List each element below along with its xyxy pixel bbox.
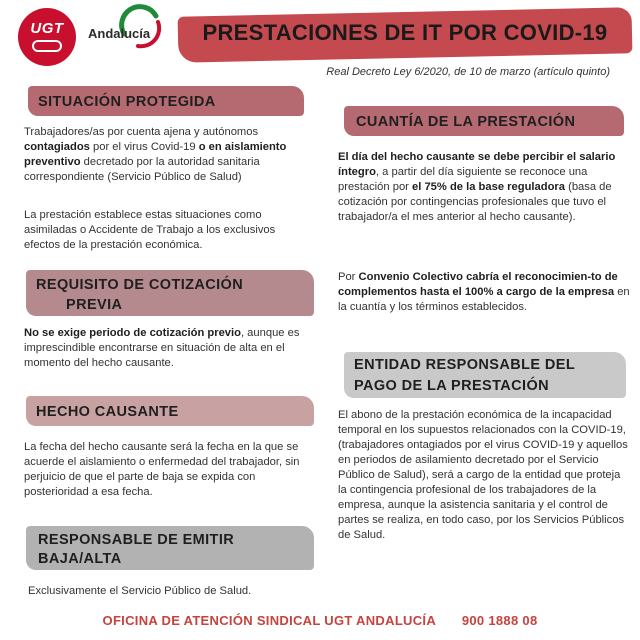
section-title-situacion: SITUACIÓN PROTEGIDA: [38, 94, 216, 110]
footer: [0, 613, 640, 628]
ugt-logo: [18, 8, 76, 66]
requisito-paragraph: No se exige periodo de cotización previo, aunque es imprescindible encontrarse en situación de alta en el momento del hecho causante.: [24, 327, 300, 369]
entidad-paragraph: El abono de la prestación económica de la incapacidad temporal en los supuestos relacionados con la COVID-19, (trabajadores ontagiados por el virus COVID-19 y aquellos en periodos de asilamiento decretado por el Servicio Público de Salud), será a cargo de la entidad que proteja la contingencia profesional de los trabajadores de la empresa, aunque la asistencia sanitaria y el control de partes se realiza, en todo caso, por los Servicios Públicos de Salud.: [338, 409, 628, 541]
page-title: PRESTACIONES DE IT POR COVID-19: [202, 20, 608, 45]
logo-text: UGT: [30, 20, 64, 37]
page-subtitle: Real Decreto Ley 6/2020, de 10 de marzo (artículo quinto): [326, 66, 610, 78]
section-title-requisito-line2: PREVIA: [66, 297, 123, 313]
section-title-responsable-line2: BAJA/ALTA: [38, 551, 122, 567]
section-title-hecho: HECHO CAUSANTE: [36, 404, 179, 420]
hecho-paragraph: La fecha del hecho causante será la fecha en la que se acuerde el aislamiento o enfermedad del trabajador, sin perjuicio de que el parte de baja se expida con posterioridad a esa fecha.: [24, 441, 300, 498]
section-title-requisito-line1: REQUISITO DE COTIZACIÓN: [36, 277, 244, 293]
handshake-icon: [32, 40, 62, 52]
responsable-paragraph: Exclusivamente el Servicio Público de Salud.: [28, 585, 252, 597]
section-title-responsable-line1: RESPONSABLE DE EMITIR: [38, 532, 235, 548]
section-title-entidad-line1: ENTIDAD RESPONSABLE DEL: [354, 357, 576, 373]
footer-phone: 900 1888 08: [461, 613, 538, 628]
situacion-paragraph-1: Trabajadores/as por cuenta ajena y autónomos contagiados por el virus Covid-19 o en aislamiento preventivo decretado por la autoridad sanitaria correspondiente (Servicio Público de Salud): [24, 126, 287, 183]
brand-name: Andalucía: [88, 26, 151, 41]
cuantia-paragraph-1: El día del hecho causante se debe percibir el salario íntegro, a partir del día siguiente se reconoce una prestación por el 75% de la base reguladora (basa de cotización por contingencias profesionales que tuvo el trabajador/a el mes anterior al hecho causante).: [338, 151, 616, 223]
section-title-entidad-line2: PAGO DE LA PRESTACIÓN: [354, 378, 550, 394]
situacion-paragraph-2: La prestación establece estas situaciones como asimiladas o Accidente de Trabajo a los exclusivos efectos de la prestación económica.: [24, 209, 276, 251]
cuantia-paragraph-2: Por Convenio Colectivo cabría el reconocimien-to de complementos hasta el 100% a cargo de la empresa en la cuantía y los términos establecidos.: [338, 271, 630, 313]
footer-office: OFICINA DE ATENCIÓN SINDICAL UGT ANDALUCÍA: [102, 613, 437, 628]
section-title-cuantia: CUANTÍA DE LA PRESTACIÓN: [356, 114, 576, 130]
